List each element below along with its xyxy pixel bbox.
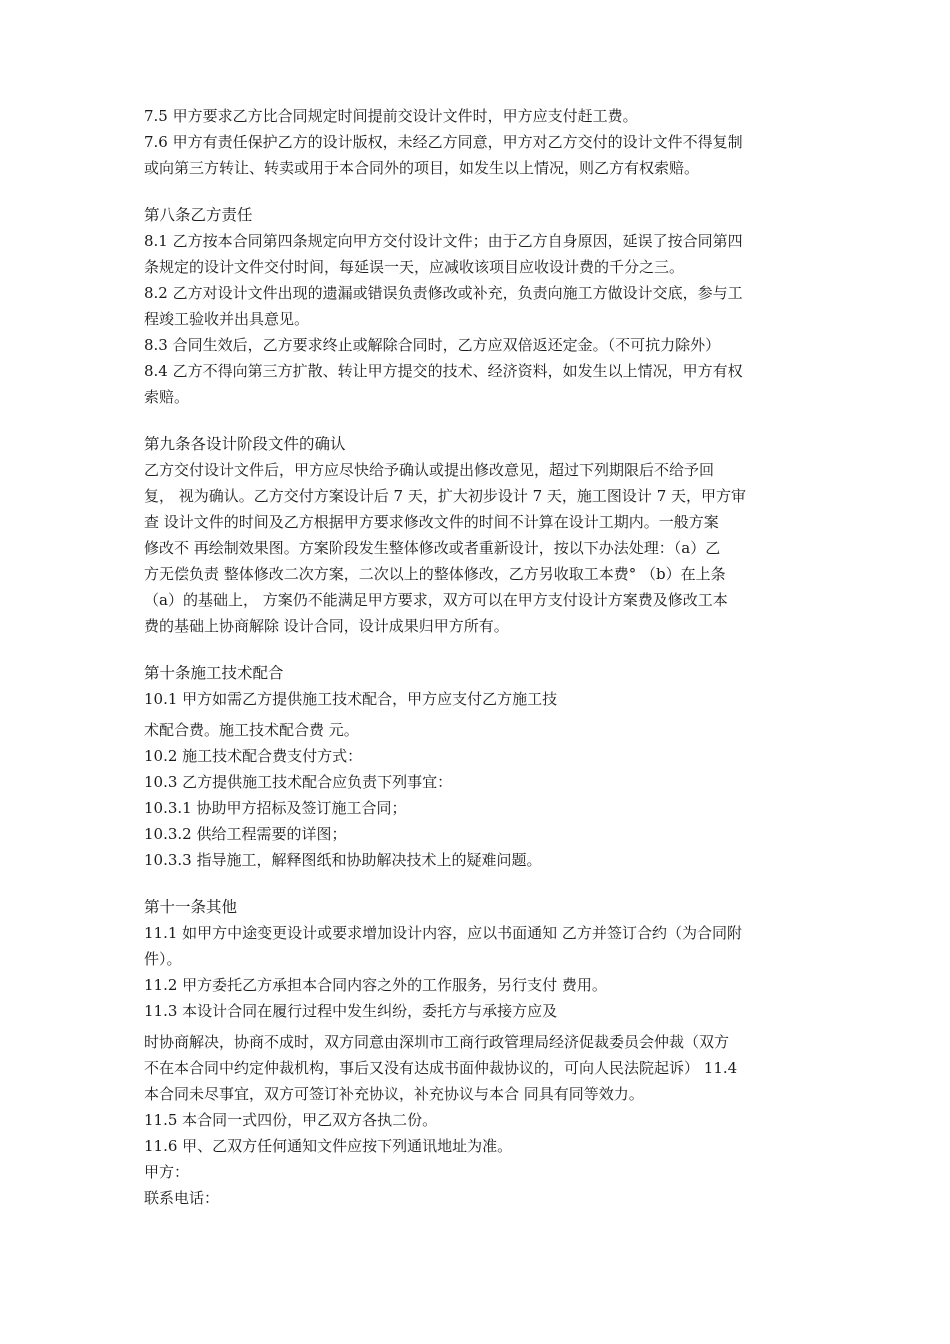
clause-11-2: 11.2 甲方委托乙方承担本合同内容之外的工作服务，另行支付 费用。 xyxy=(144,976,607,994)
document-body xyxy=(144,103,816,1211)
section-9-title: 第九条各设计阶段文件的确认 xyxy=(144,435,346,453)
clause-10-3-1: 10.3.1 协助甲方招标及签订施工合同； xyxy=(144,799,407,817)
clause-11-5: 11.5 本合同一式四份，甲乙双方各执二份。 xyxy=(144,1111,438,1129)
section-9-line: 费的基础上协商解除 设计合同，设计成果归甲方所有。 xyxy=(144,617,509,635)
section-8-title: 第八条乙方责任 xyxy=(144,206,253,224)
clause-11-6: 11.6 甲、乙双方任何通知文件应按下列通讯地址为准。 xyxy=(144,1137,513,1155)
clause-8-3: 8.3 合同生效后，乙方要求终止或解除合同时，乙方应双倍返还定金。（不可抗力除外） xyxy=(144,336,721,354)
clause-10-1: 10.1 甲方如需乙方提供施工技术配合，甲方应支付乙方施工技 xyxy=(144,690,558,708)
clause-10-1-cont: 术配合费。施工技术配合费 元。 xyxy=(144,721,359,739)
section-9-line: 乙方交付设计文件后，甲方应尽快给予确认或提出修改意见，超过下列期限后不给予回 xyxy=(144,461,715,479)
clause-8-2: 8.2 乙方对设计文件出现的遗漏或错误负责修改或补充，负责向施工方做设计交底，参与工 xyxy=(144,284,743,302)
section-10 xyxy=(144,660,816,873)
clause-8-2-cont: 程竣工验收并出具意见。 xyxy=(144,310,310,328)
party-a-label: 甲方： xyxy=(144,1163,190,1181)
clause-11-4-cont: 本合同未尽事宜，双方可签订补充协议，补充协议与本合 同具有同等效力。 xyxy=(144,1085,644,1103)
clause-11-3-cont: 不在本合同中约定仲裁机构，事后又没有达成书面仲裁协议的，可向人民法院起诉） 11.4 xyxy=(144,1059,738,1077)
section-11-title: 第十一条其他 xyxy=(144,898,238,916)
section-9-line: 复， 视为确认。乙方交付方案设计后 7 天，扩大初步设计 7 天，施工图设计 7 天，甲方审 xyxy=(144,487,747,505)
section-7-tail xyxy=(144,103,816,181)
clause-11-1-cont: 件）。 xyxy=(144,950,182,968)
section-10-title: 第十条施工技术配合 xyxy=(144,664,284,682)
clause-11-1: 11.1 如甲方中途变更设计或要求增加设计内容，应以书面通知 乙方并签订合约（为合同附 xyxy=(144,924,742,942)
clause-10-3-3: 10.3.3 指导施工，解释图纸和协助解决技术上的疑难问题。 xyxy=(144,851,542,869)
clause-7-6: 7.6 甲方有责任保护乙方的设计版权，未经乙方同意，甲方对乙方交付的设计文件不得复制 xyxy=(144,133,743,151)
section-9-line: 查 设计文件的时间及乙方根据甲方要求修改文件的时间不计算在设计工期内。一般方案 xyxy=(144,513,719,531)
clause-8-4: 8.4 乙方不得向第三方扩散、转让甲方提交的技术、经济资料，如发生以上情况，甲方有权 xyxy=(144,362,743,380)
clause-10-3: 10.3 乙方提供施工技术配合应负责下列事宜： xyxy=(144,773,453,791)
clause-8-1-cont: 条规定的设计文件交付时间，每延误一天，应减收该项目应收设计费的千分之三。 xyxy=(144,258,685,276)
clause-8-1: 8.1 乙方按本合同第四条规定向甲方交付设计文件；由于乙方自身原因，延误了按合同第四 xyxy=(144,232,743,250)
section-9-line: （a）的基础上， 方案仍不能满足甲方要求，双方可以在甲方支付设计方案费及修改工本 xyxy=(144,591,728,609)
section-9 xyxy=(144,431,816,639)
section-9-line: 修改不 再绘制效果图。方案阶段发生整体修改或者重新设计，按以下办法处理：（a）乙 xyxy=(144,539,721,557)
clause-7-5: 7.5 甲方要求乙方比合同规定时间提前交设计文件时，甲方应支付赶工费。 xyxy=(144,107,638,125)
clause-10-3-2: 10.3.2 供给工程需要的详图； xyxy=(144,825,347,843)
section-11 xyxy=(144,894,816,1211)
clause-7-6-cont: 或向第三方转让、转卖或用于本合同外的项目，如发生以上情况，则乙方有权索赔。 xyxy=(144,159,700,177)
clause-10-2: 10.2 施工技术配合费支付方式： xyxy=(144,747,363,765)
section-8 xyxy=(144,202,816,410)
section-9-line: 方无偿负责 整体修改二次方案，二次以上的整体修改，乙方另收取工本费° （b）在上条 xyxy=(144,565,726,583)
contact-phone-label: 联系电话： xyxy=(144,1189,220,1207)
clause-11-3: 11.3 本设计合同在履行过程中发生纠纷，委托方与承接方应及 xyxy=(144,1002,558,1020)
clause-11-3-cont: 时协商解决，协商不成时，双方同意由深圳市工商行政管理局经济促裁委员会仲裁（双方 xyxy=(144,1033,730,1051)
clause-8-4-cont: 索赔。 xyxy=(144,388,190,406)
